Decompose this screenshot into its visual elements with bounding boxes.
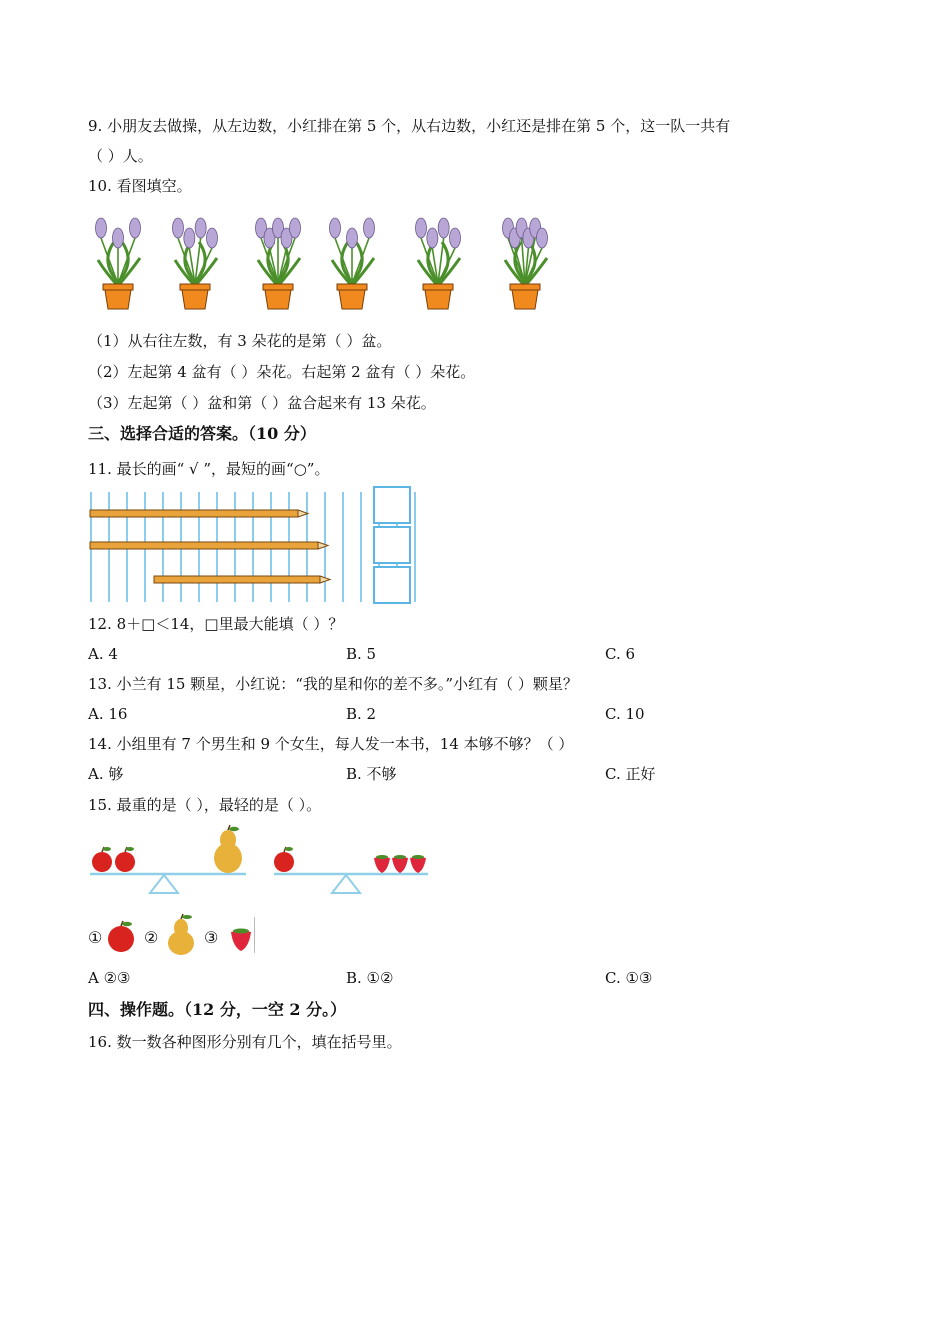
pear-icon — [214, 825, 242, 873]
answer-box-3 — [374, 567, 410, 603]
q14-option-a[interactable]: A. 够 — [88, 765, 124, 783]
answer-box-1 — [374, 487, 410, 523]
q14-option-b[interactable]: B. 不够 — [346, 765, 397, 783]
pencil-2 — [90, 542, 328, 549]
q16-text: 16. 数一数各种图形分别有几个，填在括号里。 — [88, 1033, 402, 1051]
pencil-3 — [154, 576, 330, 583]
answer-box-2 — [374, 527, 410, 563]
flower — [427, 228, 438, 248]
q10-sub2: （2）左起第 4 盆有（ ）朵花。右起第 2 盆有（ ）朵花。 — [88, 363, 476, 381]
flower-pot-5 — [416, 218, 461, 309]
apple-icon — [274, 847, 294, 872]
flower-pot-3 — [256, 218, 301, 309]
q13-option-b[interactable]: B. 2 — [346, 705, 377, 723]
flower — [330, 218, 341, 238]
apple-icon — [92, 847, 112, 872]
section3-heading: 三、选择合适的答案。（10 分） — [88, 424, 316, 443]
flower-pots-figure — [90, 212, 570, 312]
q15-option-a[interactable]: A ②③ — [88, 969, 131, 987]
strawberry-icon — [374, 855, 390, 873]
q13-option-c[interactable]: C. 10 — [605, 705, 645, 723]
flower — [416, 218, 427, 238]
pencil-1 — [90, 510, 308, 517]
q12-option-a[interactable]: A. 4 — [88, 645, 118, 663]
q12-text: 12. 8＋□＜14，□里最大能填（ ）？ — [88, 615, 344, 633]
flower — [96, 218, 107, 238]
q10-title: 10. 看图填空。 — [88, 177, 192, 195]
q15-option-c[interactable]: C. ①③ — [605, 969, 653, 987]
q14-text: 14. 小组里有 7 个男生和 9 个女生，每人发一本书，14 本够不够？（ ） — [88, 735, 574, 753]
section4-heading: 四、操作题。（12 分，一空 2 分。） — [88, 1000, 347, 1019]
q12-option-c[interactable]: C. 6 — [605, 645, 636, 663]
strawberry-icon — [392, 855, 408, 873]
flower — [290, 218, 301, 238]
answer-boxes[interactable] — [372, 486, 412, 604]
strawberry-icon — [410, 855, 426, 873]
flower — [207, 228, 218, 248]
flower — [364, 218, 375, 238]
flower — [438, 218, 449, 238]
flower — [184, 228, 195, 248]
flower — [347, 228, 358, 248]
q10-sub3: （3）左起第（ ）盆和第（ ）盆合起来有 13 朵花。 — [88, 394, 436, 412]
q15-option-b[interactable]: B. ①② — [346, 969, 394, 987]
divider — [254, 917, 255, 953]
q9-line2: （ ）人。 — [88, 147, 153, 165]
flower-pot-4 — [330, 218, 375, 309]
pencil-comparison-figure — [88, 486, 418, 604]
q10-sub1: （1）从右往左数，有 3 朵花的是第（ ）盆。 — [88, 332, 392, 350]
q13-text: 13. 小兰有 15 颗星，小红说：“我的星和你的差不多。”小红有（ ）颗星？ — [88, 675, 578, 693]
balance-scale-2 — [272, 824, 432, 896]
q9-line1: 9. 小朋友去做操，从左边数，小红排在第 5 个，从右边数，小红还是排在第 5 个，这一队一共有 — [88, 117, 731, 135]
pear-icon — [166, 914, 196, 956]
apple-icon — [106, 920, 136, 954]
strawberry-icon — [228, 926, 254, 952]
flower-pot-2 — [173, 218, 218, 309]
balance-scale-1 — [88, 824, 248, 896]
q12-option-b[interactable]: B. 5 — [346, 645, 377, 663]
flower — [113, 228, 124, 248]
q13-option-a[interactable]: A. 16 — [88, 705, 128, 723]
apple-icon — [115, 847, 135, 872]
flower-pot-6 — [503, 218, 548, 309]
flower — [195, 218, 206, 238]
q15-text: 15. 最重的是（ ），最轻的是（ ）。 — [88, 796, 322, 814]
q11-text: 11. 最长的画“ √ ”，最短的画“○”。 — [88, 460, 330, 478]
flower — [173, 218, 184, 238]
flower — [450, 228, 461, 248]
q14-option-c[interactable]: C. 正好 — [605, 765, 656, 783]
fruit-label-2: ② — [144, 928, 159, 947]
fruit-label-1: ① — [88, 928, 103, 947]
flower — [537, 228, 548, 248]
fruit-label-3: ③ — [204, 928, 219, 947]
flower-pot-1 — [96, 218, 141, 309]
flower — [130, 218, 141, 238]
